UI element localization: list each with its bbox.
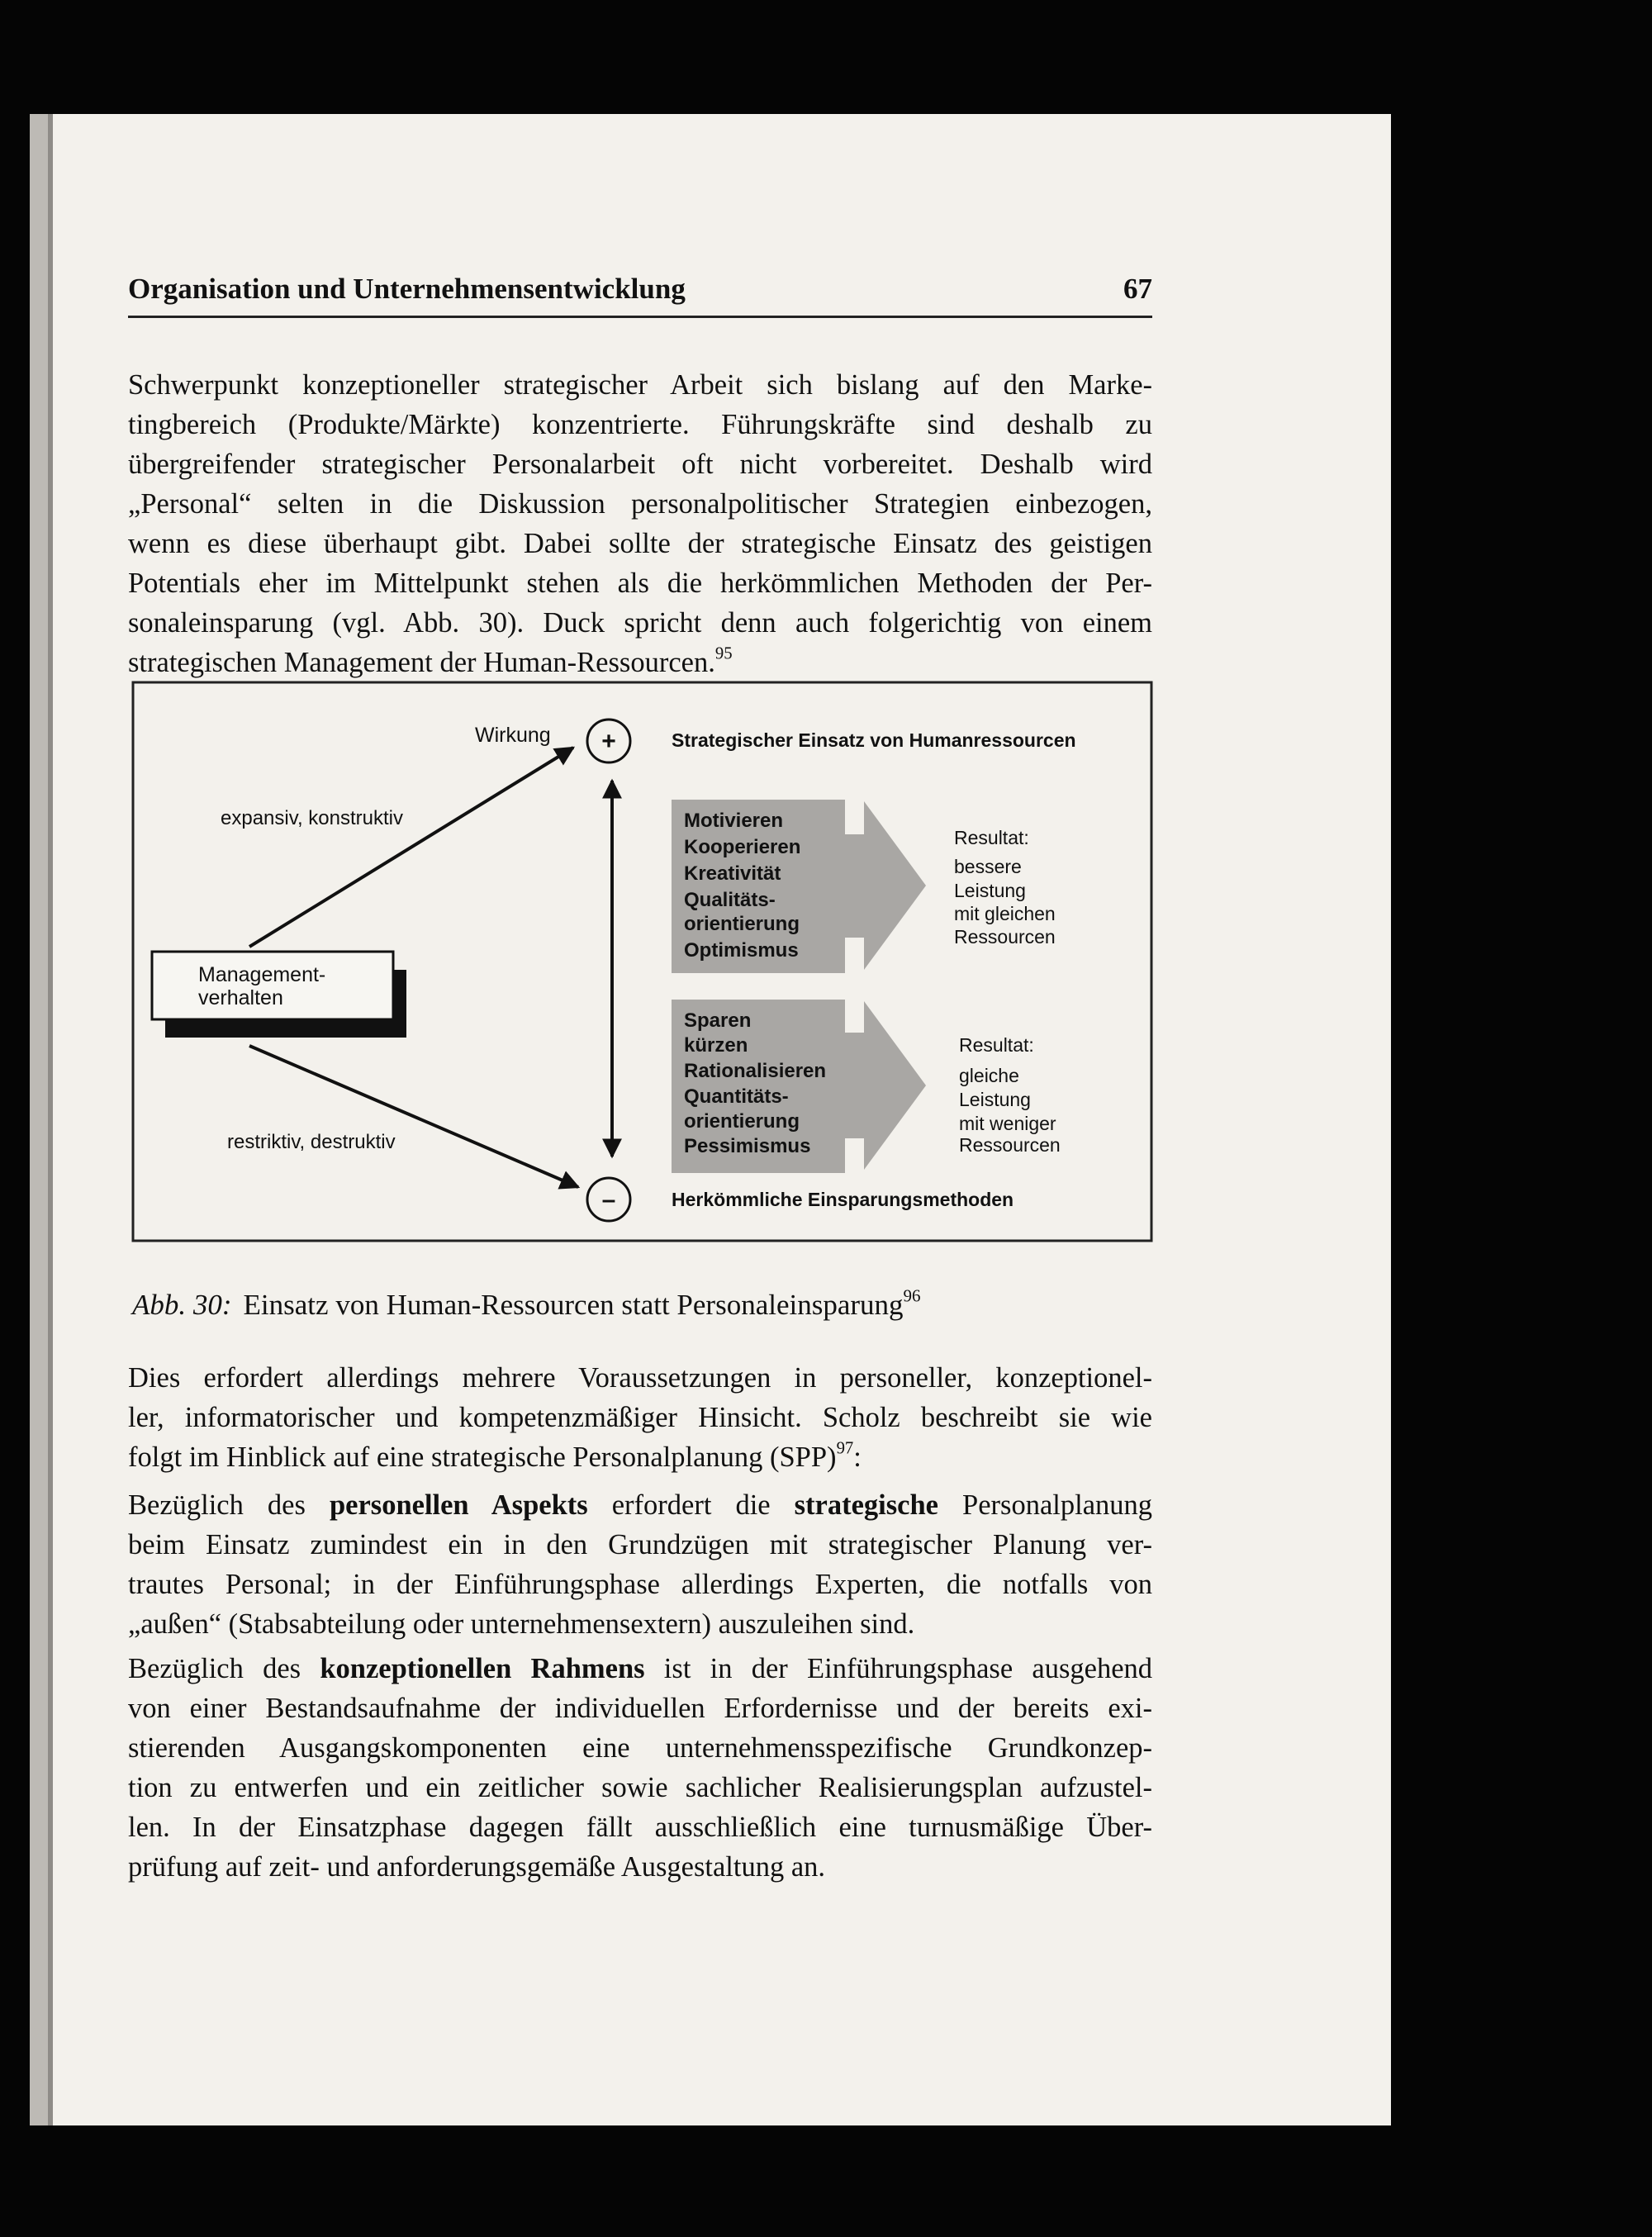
- expansiv-label: expansiv, konstruktiv: [221, 807, 403, 829]
- top-item: orientierung: [684, 913, 800, 935]
- management-label-1: Management-: [198, 963, 326, 986]
- result-line: Resultat:: [954, 827, 1029, 848]
- text-line: Bezüglich des konzeptionellen Rahmens ist in der Einführungsphase ausgehend: [128, 1653, 1153, 1684]
- management-label-2: verhalten: [198, 986, 283, 1009]
- footnote-ref: 95: [714, 644, 733, 663]
- result-line: mit gleichen: [954, 903, 1056, 924]
- bottom-item: orientierung: [684, 1110, 800, 1133]
- top-item: Qualitäts-: [684, 889, 776, 911]
- text-line: von einer Bestandsaufnahme der individuellen Erfordernisse und der bereits exi-: [128, 1693, 1152, 1724]
- chapter-title: Organisation und Unternehmensentwicklung: [128, 273, 686, 305]
- text-line: „außen“ (Stabsabteilung oder unternehmensextern) auszuleihen sind.: [128, 1608, 915, 1640]
- top-item: Motivieren: [684, 810, 784, 832]
- text-line: tingbereich (Produkte/Märkte) konzentrierte. Führungskräfte sind deshalb zu: [128, 409, 1152, 440]
- text-line: Dies erfordert allerdings mehrere Voraussetzungen in personeller, konzeptionel-: [128, 1362, 1152, 1394]
- bottom-item: kürzen: [684, 1034, 748, 1057]
- result-line: gleiche: [959, 1065, 1019, 1086]
- bold-term: personellen Aspekts: [329, 1489, 588, 1521]
- bottom-item: Rationalisieren: [684, 1060, 827, 1082]
- bold-term: strategische: [794, 1489, 938, 1521]
- text-line: ler, informatorischer und kompetenzmäßiger Hinsicht. Scholz beschreibt sie wie: [128, 1402, 1152, 1433]
- text-line: wenn es diese überhaupt gibt. Dabei sollte der strategische Einsatz des geistigen: [128, 528, 1152, 559]
- top-item: Kreativität: [684, 862, 781, 885]
- top-title: Strategischer Einsatz von Humanressourcen: [672, 729, 1076, 751]
- text-line: tion zu entwerfen und ein zeitlicher sowie sachlicher Realisierungsplan aufzustel-: [128, 1772, 1152, 1803]
- text-line: folgt im Hinblick auf eine strategische Personalplanung (SPP)$^{97}$:: [128, 1439, 862, 1473]
- lower-arrow: [249, 1046, 578, 1187]
- text-line: „Personal“ selten in die Diskussion personalpolitischer Strategien einbezogen,: [128, 488, 1152, 520]
- footnote-ref: 97: [836, 1439, 854, 1458]
- text-line: Potentials eher im Mittelpunkt stehen als die herkömmlichen Methoden der Per-: [128, 568, 1152, 599]
- text-line: strategischen Management der Human-Ressourcen.$^{95}$: [128, 644, 733, 678]
- text-line: beim Einsatz zumindest ein in den Grundzügen mit strategischer Planung ver-: [128, 1529, 1152, 1560]
- result-line: Resultat:: [959, 1034, 1034, 1056]
- text-line: übergreifender strategischer Personalarbeit oft nicht vorbereitet. Deshalb wird: [128, 449, 1152, 480]
- top-result: [954, 827, 1056, 948]
- top-item: Optimismus: [684, 939, 799, 962]
- caption-footnote: 96: [903, 1285, 921, 1306]
- text-line: trautes Personal; in der Einführungsphase allerdings Experten, die notfalls von: [128, 1569, 1152, 1600]
- result-line: Ressourcen: [959, 1134, 1061, 1156]
- bottom-title: Herkömmliche Einsparungsmethoden: [672, 1189, 1014, 1210]
- result-line: Leistung: [959, 1089, 1031, 1110]
- result-line: bessere: [954, 856, 1022, 877]
- bottom-item: Quantitäts-: [684, 1085, 789, 1108]
- result-line: Leistung: [954, 880, 1026, 901]
- bottom-item: Sparen: [684, 1009, 752, 1032]
- text-line: Bezüglich des personellen Aspekts erfordert die strategische Personalplanung: [128, 1489, 1153, 1521]
- minus-sign: –: [601, 1186, 616, 1213]
- bottom-item: Pessimismus: [684, 1135, 811, 1157]
- page-number: 67: [1123, 273, 1152, 305]
- caption-label: Abb. 30:: [132, 1289, 232, 1321]
- caption-text: Einsatz von Human-Ressourcen statt Personaleinsparung: [243, 1289, 904, 1321]
- bold-term: konzeptionellen Rahmens: [320, 1653, 645, 1684]
- bottom-result: [959, 1034, 1061, 1156]
- text-line: prüfung auf zeit- und anforderungsgemäße Ausgestaltung an.: [128, 1851, 826, 1883]
- wirkung-label: Wirkung: [475, 724, 551, 747]
- restriktiv-label: restriktiv, destruktiv: [227, 1131, 396, 1153]
- text-line: sonaleinsparung (vgl. Abb. 30). Duck spricht denn auch folgerichtig von einem: [128, 607, 1152, 639]
- text-line: Schwerpunkt konzeptioneller strategischer Arbeit sich bislang auf den Marke-: [128, 369, 1152, 401]
- plus-sign: +: [601, 728, 616, 755]
- upper-arrow: [249, 748, 573, 947]
- text-line: len. In der Einsatzphase dagegen fällt ausschließlich eine turnusmäßige Über-: [128, 1812, 1152, 1843]
- result-line: mit weniger: [959, 1113, 1056, 1134]
- text-line: stierenden Ausgangskomponenten eine unternehmensspezifische Grundkonzep-: [128, 1732, 1152, 1764]
- top-item: Kooperieren: [684, 836, 801, 858]
- result-line: Ressourcen: [954, 926, 1056, 948]
